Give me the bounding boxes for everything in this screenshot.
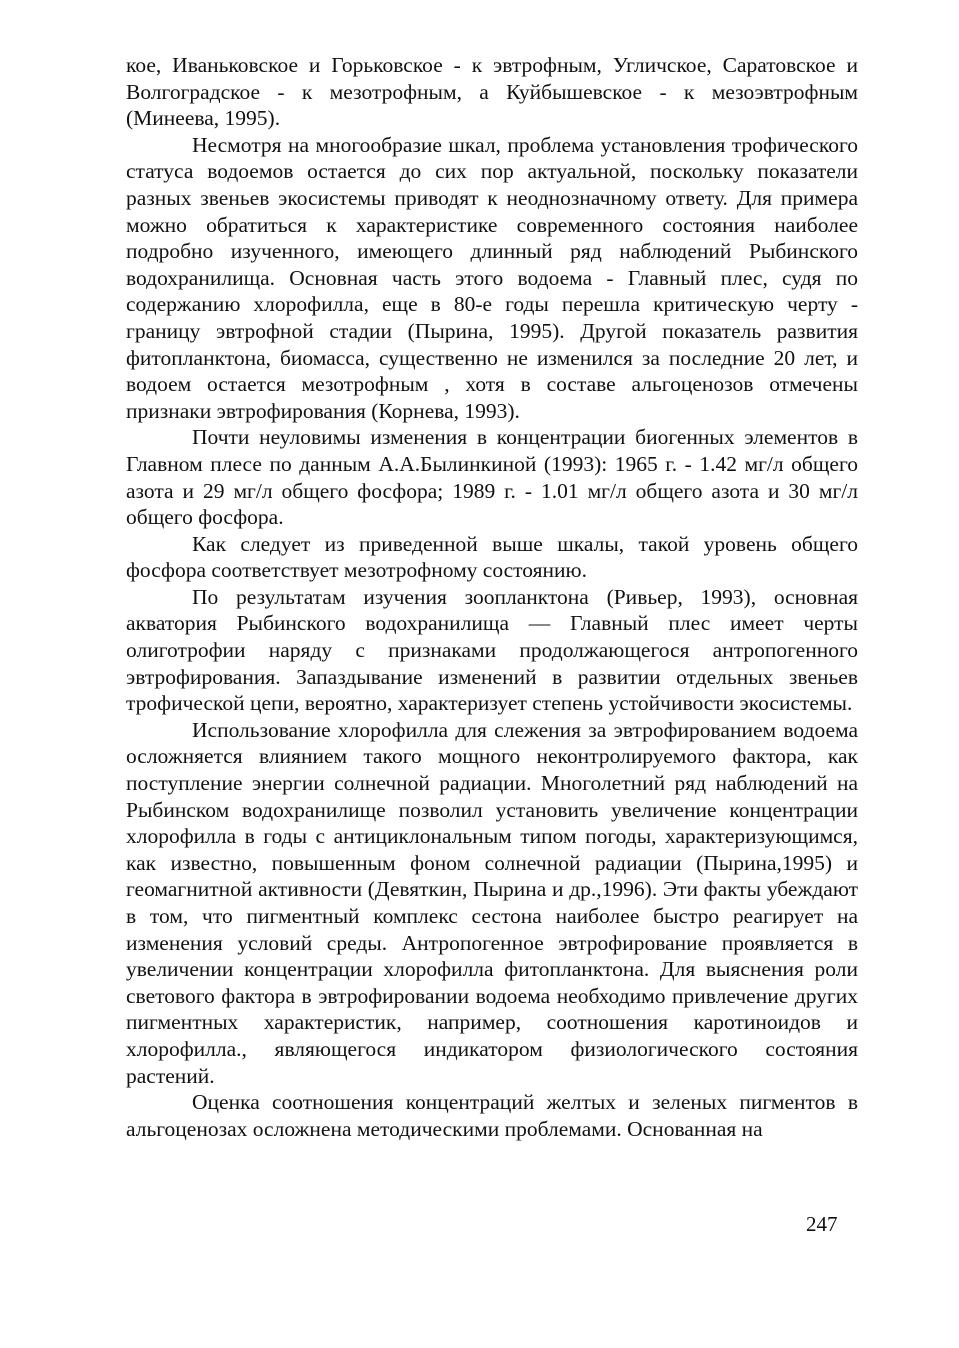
paragraph: Как следует из приведенной выше шкалы, такой уровень общего фосфора соответствует мезотрофному состоянию. (126, 531, 858, 583)
paragraph: Использование хлорофилла для слежения за эвтрофированием водоема осложняется влиянием такого мощного неконтролируемого фактора, как поступление энергии солнечной радиации. Многолетний ряд наблюдений на Рыбинском водохранилище позволил установить увеличение концентрации хлорофилла в годы с антициклональным типом погоды, характеризующимся, как известно, повышенным фоном солнечной радиации (Пырина,1995) и геомагнитной активности (Девяткин, Пырина и др.,1996). Эти факты убеждают в том, что пигментный комплекс сестона наиболее быстро реагирует на изменения условий среды. Антропогенное эвтрофирование проявляется в увеличении концентрации хлорофилла фитопланктона. Для выяснения роли светового фактора в эвтрофировании водоема необходимо привлечение других пигментных характеристик, например, соотношения каротиноидов и хлорофилла., являющегося индикатором физиологического состояния растений. (126, 717, 858, 1088)
paragraph: По результатам изучения зоопланктона (Ривьер, 1993), основная акватория Рыбинского водохранилища — Главный плес имеет черты олиготрофии наряду с признаками продолжающегося антропогенного эвтрофирования. Запаздывание изменений в развитии отдельных звеньев трофической цепи, вероятно, характеризует степень устойчивости экосистемы. (126, 584, 858, 716)
page-number: 247 (806, 1212, 838, 1236)
paragraph: Почти неуловимы изменения в концентрации биогенных элементов в Главном плесе по данным А.А.Былинкиной (1993): 1965 г. - 1.42 мг/л общего азота и 29 мг/л общего фосфора; 1989 г. - 1.01 мг/л общего азота и 30 мг/л общего фосфора. (126, 425, 858, 530)
paragraph: Оценка соотношения концентраций желтых и зеленых пигментов в альгоценозах осложнена методическими проблемами. Основанная на (126, 1090, 858, 1141)
body-text (126, 52, 858, 1142)
paragraph-continuation: кое, Иваньковское и Горьковское - к эвтрофным, Угличское, Саратовское и Волгоградское - к мезотрофным, а Куйбышевское - к мезоэвтрофным (Минеева, 1995). (126, 53, 858, 131)
paragraph: Несмотря на многообразие шкал, проблема установления трофического статуса водоемов остается до сих пор актуальной, поскольку показатели разных звеньев экосистемы приводят к неоднозначному ответу. Для примера можно обратиться к характеристике современного состояния наиболее подробно изученного, имеющего длинный ряд наблюдений Рыбинского водохранилища. Основная часть этого водоема - Главный плес, судя по содержанию хлорофилла, еще в 80-е годы перешла критическую черту - границу эвтрофной стадии (Пырина, 1995). Другой показатель развития фитопланктона, биомасса, существенно не изменился за последние 20 лет, и водоем остается мезотрофным , хотя в составе альгоценозов отмечены признаки эвтрофирования (Корнева, 1993). (126, 132, 858, 423)
